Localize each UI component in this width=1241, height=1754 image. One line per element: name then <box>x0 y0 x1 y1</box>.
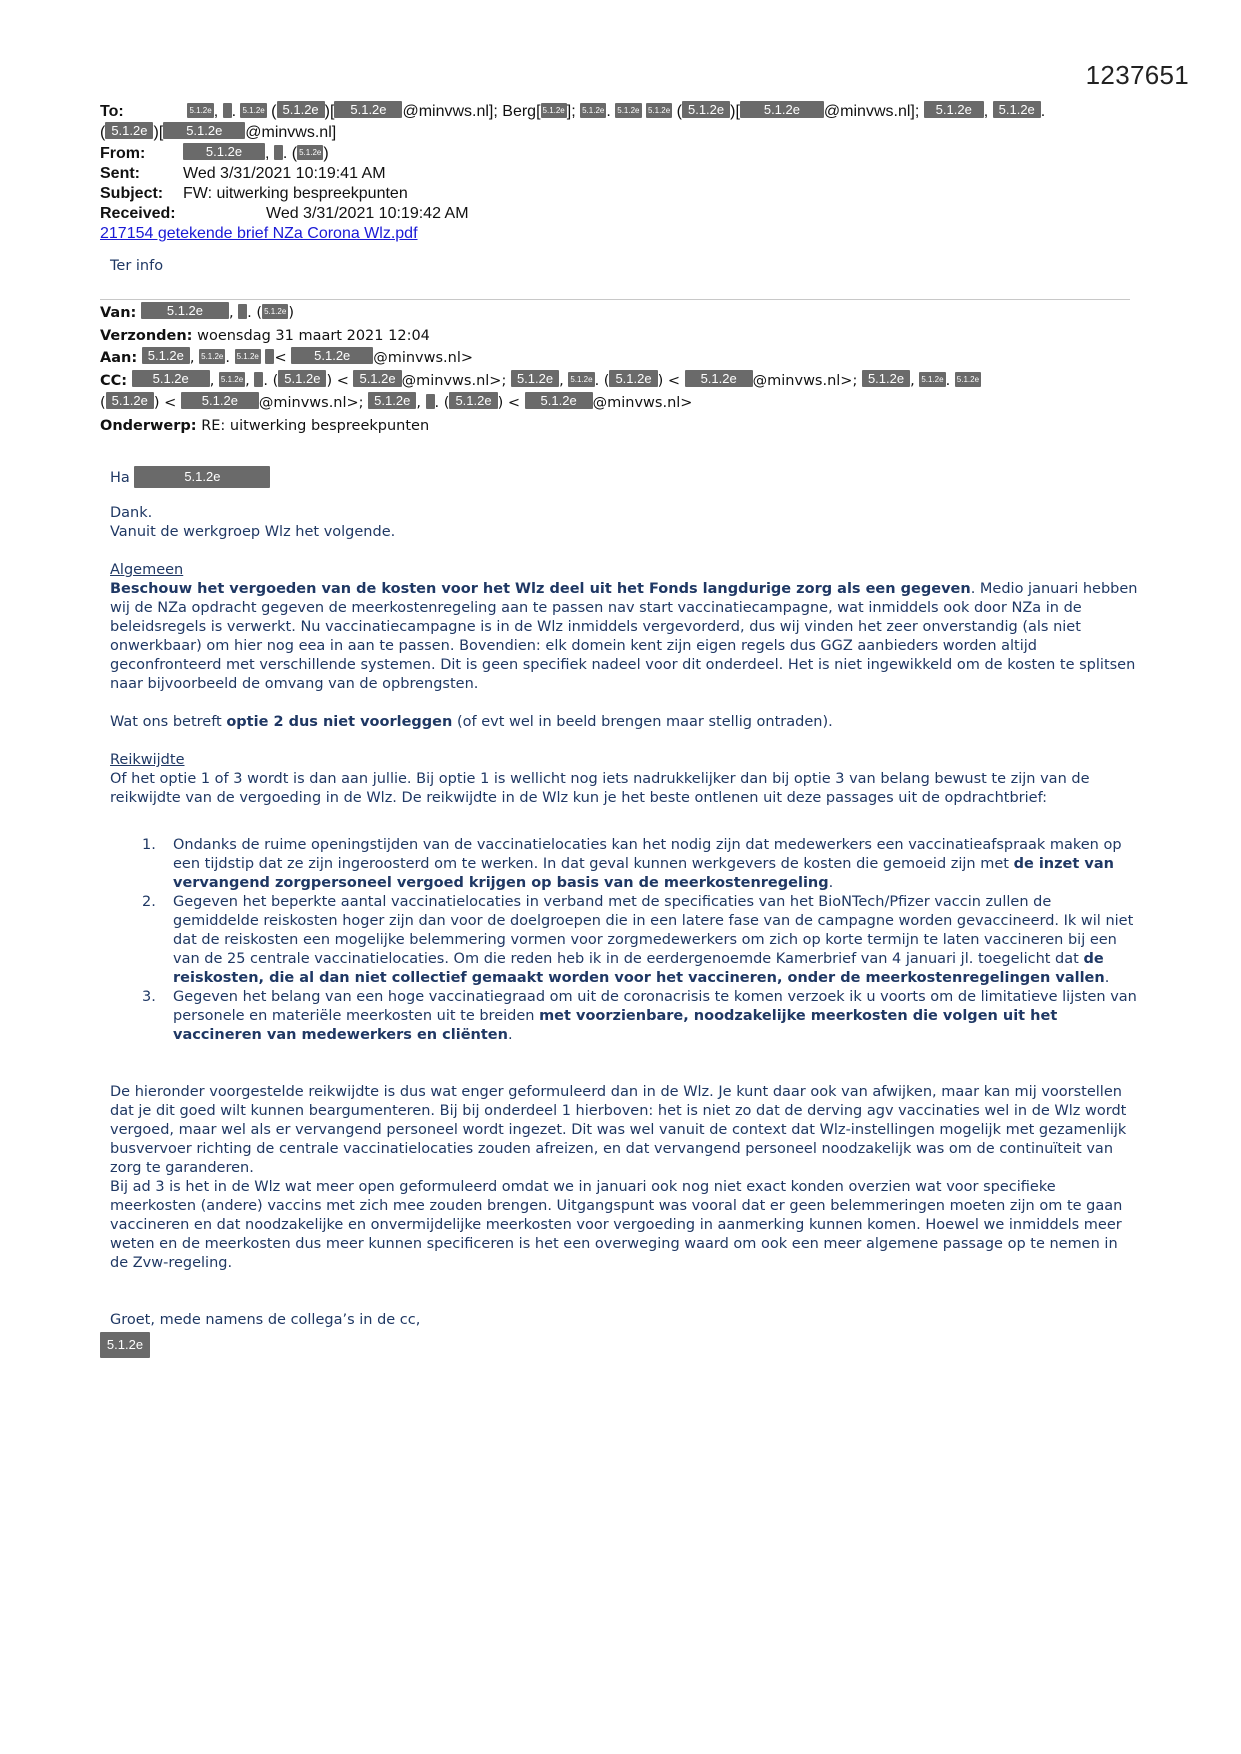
list-item-tail: . <box>1104 970 1110 986</box>
dank-text: Dank. <box>110 505 153 521</box>
redaction-box: 5.1.2e <box>141 302 229 319</box>
redaction-box: 5.1.2e <box>919 372 945 387</box>
list-item-number: 1. <box>142 837 156 853</box>
closing-text: Groet, mede namens de collega’s in de cc, <box>110 1312 421 1328</box>
redaction-box: 5.1.2e <box>199 349 225 364</box>
cc-label: CC: <box>100 372 128 389</box>
to-label: To: <box>100 103 124 120</box>
redaction-box: 5.1.2e <box>262 304 288 319</box>
signature <box>100 1332 1140 1362</box>
forwarded-header <box>100 302 1140 437</box>
redaction-box: 5.1.2e <box>134 466 270 488</box>
redaction-box <box>254 372 263 387</box>
greeting-text: Ha <box>110 470 130 486</box>
optie-pre: Wat ons betreft <box>110 714 227 730</box>
aan-label: Aan: <box>100 350 138 366</box>
sent-value: Wed 3/31/2021 10:19:41 AM <box>183 165 386 182</box>
cc-domain: @minvws.nl>; <box>752 372 858 389</box>
redaction-box: 5.1.2e <box>615 103 641 118</box>
verzonden-value: woensdag 31 maart 2021 12:04 <box>197 327 430 344</box>
redaction-box: 5.1.2e <box>368 392 416 409</box>
to-domain: @minvws.nl]; <box>823 103 920 120</box>
redaction-box: 5.1.2e <box>219 372 245 387</box>
redaction-box: 5.1.2e <box>353 370 401 387</box>
cc-row-continued: ( 5.1.2e ) < 5.1.2e @minvws.nl>; 5.1.2e , . ( 5.1.2e ) < 5.1.2e @minvws.nl> <box>100 393 693 411</box>
onderwerp-value: RE: uitwerking bespreekpunten <box>201 417 430 434</box>
received-row <box>100 204 1140 224</box>
aan-row: Aan: 5.1.2e , 5.1.2e . 5.1.2e < 5.1.2e @minvws.nl> <box>100 348 474 366</box>
redaction-box: 5.1.2e <box>163 122 245 139</box>
email-header <box>100 101 1140 244</box>
list-item-bold: met voorzienbare, noodzakelijke meerkosten die volgen uit het vaccineren van medewerkers en cliënten <box>173 1008 1058 1043</box>
redaction-box: 5.1.2e <box>993 101 1041 118</box>
redaction-box: 5.1.2e <box>277 101 325 118</box>
reikwijdte-paragraph: Of het optie 1 of 3 wordt is dan aan jullie. Bij optie 1 is wellicht nog iets nadrukkelijker dan bij optie 3 van belang bewust te zijn van de reikwijdte van de vergoeding in de Wlz. De reikwijdte in de Wlz kun je het beste ontlenen uit deze passages uit de opdrachtbrief: <box>110 771 1090 806</box>
redaction-box: 5.1.2e <box>568 372 594 387</box>
redaction-box: 5.1.2e <box>240 103 266 118</box>
redaction-box: 5.1.2e <box>740 101 824 118</box>
redaction-box: 5.1.2e <box>142 347 190 364</box>
redaction-box: 5.1.2e <box>334 101 402 118</box>
cc-row: CC: 5.1.2e , 5.1.2e , . ( 5.1.2e ) < 5.1.2e @minvws.nl>; 5.1.2e , 5.1.2e . ( 5.1.2e ) < 5.1.2e @minvws.nl>; 5.1.2e , 5.1.2e . 5.1.2e <box>100 370 980 389</box>
list-item-tail: . <box>828 875 834 891</box>
redaction-box: 5.1.2e <box>100 1332 150 1358</box>
subject-row <box>100 184 1140 204</box>
list-item <box>110 988 1140 1045</box>
verzonden-row <box>100 325 1140 348</box>
attachment-link[interactable]: 217154 getekende brief NZa Corona Wlz.pdf <box>100 225 418 242</box>
redaction-box: 5.1.2e <box>105 122 153 139</box>
redaction-box <box>274 145 283 160</box>
cc-domain: @minvws.nl> <box>592 395 693 411</box>
sent-row <box>100 164 1140 184</box>
redaction-box: 5.1.2e <box>685 370 753 387</box>
redaction-box: 5.1.2e <box>525 392 593 409</box>
redaction-box: 5.1.2e <box>106 392 154 409</box>
redaction-box: 5.1.2e <box>955 372 981 387</box>
van-label: Van: <box>100 305 137 321</box>
algemeen-heading: Algemeen <box>110 562 184 578</box>
redaction-box: 5.1.2e <box>449 392 497 409</box>
list-item-bold: de reiskosten, die al dan niet collectief gemaakt worden voor het vaccineren, onder de meerkostenregelingen vallen <box>173 951 1105 986</box>
passage-list <box>110 836 1140 1045</box>
separator <box>100 299 1130 300</box>
sent-label: Sent: <box>100 165 140 182</box>
received-value: Wed 3/31/2021 10:19:42 AM <box>266 205 469 222</box>
redaction-box: 5.1.2e <box>187 103 213 118</box>
subject-label: Subject: <box>100 185 164 202</box>
redaction-box: 5.1.2e <box>541 103 567 118</box>
redaction-box <box>223 103 232 118</box>
optie-post: (of evt wel in beeld brengen maar stellig ontraden). <box>452 714 833 730</box>
algemeen-paragraph <box>110 580 1140 694</box>
list-item-tail: . <box>507 1027 513 1043</box>
document-number: 1237651 <box>1085 60 1189 90</box>
van-row: Van: 5.1.2e , . ( 5.1.2e ) <box>100 303 294 321</box>
reikwijdte-heading: Reikwijdte <box>110 752 185 768</box>
list-item <box>110 836 1140 893</box>
optie-bold: optie 2 dus niet voorleggen <box>226 714 453 730</box>
received-label: Received: <box>100 205 176 222</box>
aan-domain: @minvws.nl> <box>373 350 474 366</box>
redaction-box: 5.1.2e <box>183 143 265 160</box>
list-item-number: 3. <box>142 989 156 1005</box>
cc-domain: @minvws.nl>; <box>401 372 507 389</box>
redaction-box <box>238 304 247 319</box>
redaction-box: 5.1.2e <box>646 103 672 118</box>
redaction-box: 5.1.2e <box>132 370 210 387</box>
optie-paragraph <box>110 713 1140 732</box>
ter-info: Ter info <box>110 258 164 274</box>
redaction-box: 5.1.2e <box>181 392 259 409</box>
list-item-text: Gegeven het belang van een hoge vaccinatiegraad om uit de coronacrisis te komen verzoek ik u voorts om de limitatieve lijsten van personele en materiële meerkosten uit te breiden <box>173 989 1137 1024</box>
reikwijdte-note-paragraph: De hieronder voorgestelde reikwijdte is dus wat enger geformuleerd dan in de Wlz. Je kunt daar ook van afwijken, maar kan mij voorstellen dat je dit goed wilt kunnen beargumenteren. Bij bij onderdeel 1 hierboven: het is niet zo dat de derving agv vaccinaties wel in de Wlz wordt vergoed, maar wel als er vervangend personeel wordt ingezet. Dit was wel vanuit de context dat Wlz-instellingen mogelijk met gezamenlijk busvervoer richting de centrale vaccinatielocaties zouden afreizen, en dat vervangend personeel noodzakelijk was om de continuïteit van zorg te garanderen. <box>110 1084 1127 1176</box>
algemeen-bold: Beschouw het vergoeden van de kosten voor het Wlz deel uit het Fonds langdurige zorg als een gegeven <box>110 581 971 597</box>
greeting <box>110 466 270 488</box>
redaction-box: 5.1.2e <box>291 347 373 364</box>
intro-text: Vanuit de werkgroep Wlz het volgende. <box>110 524 396 540</box>
attachment-row <box>100 224 1140 244</box>
verzonden-label: Verzonden: <box>100 327 193 344</box>
onderwerp-label: Onderwerp: <box>100 417 197 434</box>
algemeen-text: . Medio januari hebben wij de NZa opdracht gegeven de meerkostenregeling aan te passen nav start vaccinatiecampagne, wat inmiddels ook door NZa in de beleidsregels is verwerkt. Nu vaccinatiecampagne is in de Wlz inmiddels vergevorderd, dus wij vinden het zeer onverstandig (als niet onwerkbaar) om hier nog eea in aan te passen. Bovendien: elk domein kent zijn eigen regels dus GGZ aanbieders worden altijd geconfronteerd met verschillende systemen. Dit is geen specifiek nadeel voor dit onderdeel. Het is niet ingewikkeld om de kosten te splitsen naar bijvoorbeeld de omvang van de opbrengsten. <box>110 581 1138 692</box>
message-body <box>106 504 1140 1362</box>
list-item-text: Gegeven het beperkte aantal vaccinatielocaties in verband met de specificaties van het BioNTech/Pfizer vaccin zullen de gemiddelde reiskosten hoger zijn dan voor de doelgroepen die in een latere fase van de campagne worden gevaccineerd. Ik wil niet dat de reiskosten een mogelijke belemmering vormen voor zorgmedewerkers om zich op korte termijn te laten vaccineren bij een van de 25 centrale vaccinatielocaties. Om die reden heb ik in de eerdergenoemde Kamerbrief van 4 januari jl. toegelicht dat <box>173 894 1134 967</box>
from-label: From: <box>100 145 146 162</box>
redaction-box: 5.1.2e <box>235 349 261 364</box>
redaction-box: 5.1.2e <box>580 103 606 118</box>
to-row-continued: ( 5.1.2e )[ 5.1.2e @minvws.nl] <box>100 123 337 141</box>
redaction-box: 5.1.2e <box>862 370 910 387</box>
to-domain: @minvws.nl]; Berg[ <box>402 103 541 120</box>
redaction-box: 5.1.2e <box>511 370 559 387</box>
cc-domain: @minvws.nl>; <box>258 395 364 411</box>
ad3-paragraph: Bij ad 3 is het in de Wlz wat meer open geformuleerd omdat we in januari ook nog niet exact konden overzien wat voor specifieke meerkosten (andere) vaccins met zich mee zouden brengen. Uitgangspunt was vooral dat er geen belemmeringen moeten zijn om te gaan vaccineren en dat noodzakelijke en onvermijdelijke meerkosten voor vergoeding in aanmerking kunnen komen. Hoewel we inmiddels meer weten en de meerkosten dus meer kunnen specificeren is het een overweging waard om ook een meer algemene passage op te nemen in de Zvw-regeling. <box>110 1179 1123 1271</box>
to-row: To: 5.1.2e , . 5.1.2e ( 5.1.2e )[ 5.1.2e @minvws.nl]; Berg[ 5.1.2e ]; 5.1.2e . 5.1.2e 5.1.2e ( 5.1.2e )[ 5.1.2e @minvws.nl]; 5.1.2e , 5.1.2e . <box>100 102 1046 120</box>
list-item-text: Ondanks de ruime openingstijden van de vaccinatielocaties kan het nodig zijn dat medewerkers een vaccinatieafspraak maken op een tijdstip dat ze zijn ingeroosterd om te werken. In dat geval kunnen werkgevers de kosten die gemoeid zijn met <box>173 837 1122 872</box>
subject-value: FW: uitwerking bespreekpunten <box>183 185 408 202</box>
to-domain: @minvws.nl] <box>245 124 337 141</box>
list-item-number: 2. <box>142 894 156 910</box>
list-item-bold: de inzet van vervangend zorgpersoneel vergoed krijgen op basis van de meerkostenregeling <box>173 856 1114 891</box>
list-item <box>110 893 1140 988</box>
redaction-box: 5.1.2e <box>609 370 657 387</box>
redaction-box: 5.1.2e <box>278 370 326 387</box>
redaction-box: 5.1.2e <box>682 101 730 118</box>
redaction-box <box>426 394 435 409</box>
redaction-box: 5.1.2e <box>924 101 984 118</box>
redaction-box <box>265 349 274 364</box>
onderwerp-row <box>100 415 1140 438</box>
from-row: From: 5.1.2e , . ( 5.1.2e ) <box>100 144 329 162</box>
redaction-box: 5.1.2e <box>297 145 323 160</box>
